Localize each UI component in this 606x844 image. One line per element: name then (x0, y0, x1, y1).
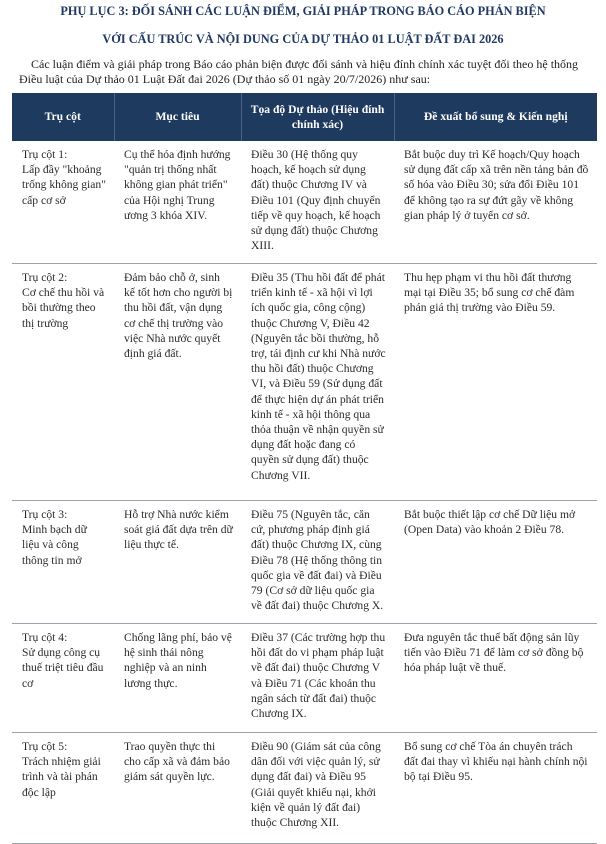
table-row (12, 624, 597, 733)
table-row (12, 501, 597, 624)
table-header-row (12, 93, 597, 141)
cell-pillar: Trụ cột 2: Cơ chế thu hồi và bồi thường theo thị trường (12, 264, 114, 501)
cell-coordinates: Điều 35 (Thu hồi đất để phát triển kinh tế - xã hội vì lợi ích quốc gia, công cộng) thuộc Chương V, Điều 42 (Nguyên tắc bồi thường, hỗ trợ, tái định cư khi Nhà nước thu hồi đất) thuộc Chương VI, và Điều 59 (Sử dụng đất để thực hiện dự án phát triển kinh tế - xã hội thông qua thỏa thuận về nhận quyền sử dụng đất hoặc đang có quyền sử dụng đất) thuộc Chương VII. (241, 264, 394, 501)
cell-coordinates: Điều 37 (Các trường hợp thu hồi đất do vi phạm pháp luật về đất đai) thuộc Chương V và Điều 71 (Các khoản thu ngân sách từ đất đai) thuộc Chương IX. (241, 624, 394, 733)
cell-pillar: Trụ cột 3: Minh bạch dữ liệu và công thông tin mở (12, 501, 114, 624)
table-row (12, 264, 597, 501)
appendix-title: PHỤ LỤC 3: ĐỐI SÁNH CÁC LUẬN ĐIỂM, GIẢI PHÁP TRONG BÁO CÁO PHẢN BIỆN (60, 4, 546, 18)
intro-paragraph: Các luận điểm và giải pháp trong Báo cáo phản biện được đối sánh và hiệu đính chính xác tuyệt đối theo hệ thống Điều luật của Dự thảo 01 Luật Đất đai 2026 (Dự thảo số 01 ngày 20/7/2026) như sau: (19, 57, 579, 86)
cell-coordinates: Điều 30 (Hệ thống quy hoạch, kế hoạch sử dụng đất) thuộc Chương IV và Điều 101 (Quy định chuyển tiếp về quy hoạch, kế hoạch sử dụng đất) thuộc Chương XIII. (241, 141, 394, 264)
cell-pillar: Trụ cột 1: Lấp đầy "khoảng trống không gian" cấp cơ sở (12, 141, 114, 264)
cell-goal: Đảm bảo chỗ ở, sinh kế tốt hơn cho người bị thu hồi đất, vận dụng cơ chế thị trường vào việc Nhà nước quyết định giá đất. (114, 264, 241, 501)
header-pillar: Trụ cột (12, 93, 114, 141)
cell-proposal: Bổ sung cơ chế Tòa án chuyên trách đất đai thay vì khiếu nại hành chính nội bộ tại Điều 95. (394, 733, 597, 844)
cell-coordinates: Điều 75 (Nguyên tắc, căn cứ, phương pháp định giá đất) thuộc Chương IX, cùng Điều 78 (Hệ thống thông tin quốc gia về đất đai) và Điều 79 (Cơ sở dữ liệu quốc gia về đất đai) thuộc Chương X. (241, 501, 394, 624)
header-proposal: Đề xuất bổ sung & Kiến nghị (394, 93, 597, 141)
cell-goal: Trao quyền thực thi cho cấp xã và đảm bảo giám sát quyền lực. (114, 733, 241, 844)
cell-coordinates: Điều 90 (Giám sát của công dân đối với việc quản lý, sử dụng đất đai) và Điều 95 (Giải quyết khiếu nại, khởi kiện về quản lý đất đai) thuộc Chương XII. (241, 733, 394, 844)
appendix-subtitle: VỚI CẤU TRÚC VÀ NỘI DUNG CỦA DỰ THẢO 01 LUẬT ĐẤT ĐAI 2026 (102, 32, 504, 46)
table-row (12, 733, 597, 844)
cell-goal: Cụ thể hóa định hướng "quản trị thống nhất không gian phát triển" của Hội nghị Trung ương 3 khóa XIV. (114, 141, 241, 264)
cell-goal: Hỗ trợ Nhà nước kiểm soát giá đất dựa trên dữ liệu thực tế. (114, 501, 241, 624)
table-row (12, 141, 597, 264)
cell-proposal: Bắt buộc duy trì Kế hoạch/Quy hoạch sử dụng đất cấp xã trên nền tảng bản đồ số hóa vào Điều 30; sửa đổi Điều 101 để không tạo ra sự đứt gãy về không gian pháp lý ở tuyến cơ sở. (394, 141, 597, 264)
header-coordinates: Tọa độ Dự thảo (Hiệu đính chính xác) (241, 93, 394, 141)
cell-proposal: Thu hẹp phạm vi thu hồi đất thương mại tại Điều 35; bổ sung cơ chế đàm phán giá thị trường vào Điều 59. (394, 264, 597, 501)
cell-pillar: Trụ cột 4: Sử dụng công cụ thuế triệt tiêu đầu cơ (12, 624, 114, 733)
cell-goal: Chống lãng phí, bảo vệ hệ sinh thái nông nghiệp và an ninh lương thực. (114, 624, 241, 733)
cell-proposal: Bắt buộc thiết lập cơ chế Dữ liệu mở (Open Data) vào khoản 2 Điều 78. (394, 501, 597, 624)
cell-proposal: Đưa nguyên tắc thuế bất động sản lũy tiến vào Điều 71 để làm cơ sở đồng bộ hóa pháp luật về thuế. (394, 624, 597, 733)
header-goal: Mục tiêu (114, 93, 241, 141)
cell-pillar: Trụ cột 5: Trách nhiệm giải trình và tài phán độc lập (12, 733, 114, 844)
comparison-table (12, 93, 597, 844)
